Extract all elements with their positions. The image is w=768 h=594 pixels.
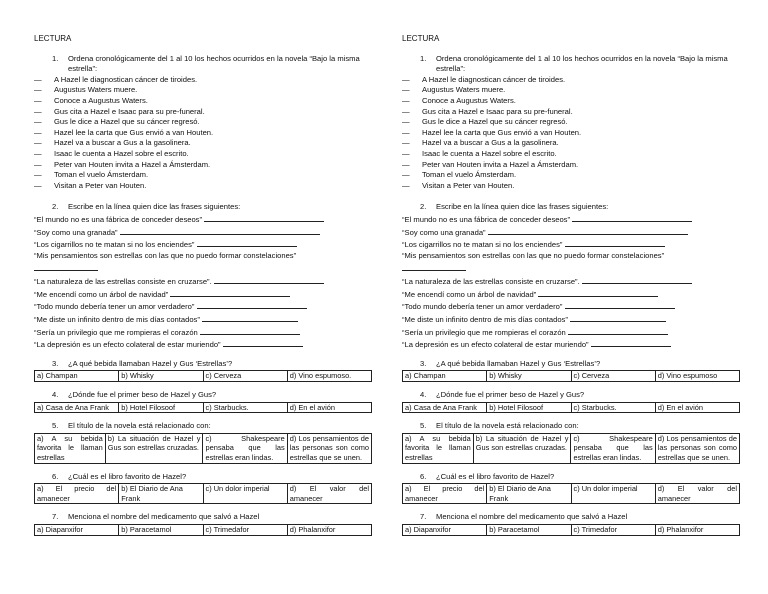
event-item: — Isaac le cuenta a Hazel sobre el escrito. xyxy=(402,148,557,158)
question-7-header xyxy=(420,512,740,523)
answer-blank[interactable]: — xyxy=(34,148,42,158)
quote-line: “Sería un privilegio que me rompieras el corazón xyxy=(402,326,740,339)
quote-line: “Los cigarrillos no te matan si no los enciendes” xyxy=(34,238,372,251)
answer-blank[interactable]: — xyxy=(402,138,410,148)
question-text: ¿Dónde fue el primer beso de Hazel y Gus? xyxy=(436,390,585,400)
answer-blank[interactable]: — xyxy=(34,170,42,180)
answer-blank[interactable]: — xyxy=(34,106,42,116)
answer-blank[interactable]: — xyxy=(34,85,42,95)
quote-line: “Los cigarrillos no te matan si no los enciendes” xyxy=(402,238,740,251)
question-text: El título de la novela está relacionado con: xyxy=(436,421,579,431)
answer-line[interactable] xyxy=(591,338,671,347)
event-item: — Augustus Waters muere. xyxy=(34,85,138,95)
event-item: — Conoce a Augustus Waters. xyxy=(402,95,516,105)
answer-blank[interactable]: — xyxy=(402,180,410,190)
question-text: Escribe en la línea quien dice las frases siguientes: xyxy=(68,202,241,212)
event-item: — Peter van Houten invita a Hazel a Ámsterdam. xyxy=(34,159,211,169)
option-c[interactable]: c) Trimedafor xyxy=(203,524,287,535)
options-table-q7 xyxy=(34,524,372,536)
option-a[interactable]: a) A su bebida favorita le llaman estrellas xyxy=(403,433,474,463)
event-item: — Visitan a Peter van Houten. xyxy=(402,180,515,190)
quote-list-a xyxy=(34,213,372,271)
event-item: — Visitan a Peter van Houten. xyxy=(34,180,147,190)
question-number: 4. xyxy=(420,390,427,400)
answer-blank[interactable]: — xyxy=(402,74,410,84)
answer-line[interactable] xyxy=(565,300,675,309)
answer-blank[interactable]: — xyxy=(34,127,42,137)
question-5-header xyxy=(420,421,740,432)
question-number: 2. xyxy=(52,202,59,212)
options-table-q3 xyxy=(402,370,740,382)
question-3-header xyxy=(420,359,740,370)
answer-line[interactable] xyxy=(402,261,466,271)
event-item: — Hazel va a buscar a Gus a la gasolinera. xyxy=(34,138,191,148)
option-d[interactable]: d) En el avión xyxy=(655,402,739,413)
question-3-header xyxy=(52,359,372,370)
option-c[interactable]: c) Cerveza xyxy=(203,371,287,382)
event-item: — Gus le dice a Hazel que su cáncer regresó. xyxy=(34,117,200,127)
event-item: — A Hazel le diagnostican cáncer de tiroides. xyxy=(402,74,566,84)
options-table-q6 xyxy=(34,483,372,504)
quote-line: “El mundo no es una fábrica de conceder deseos” xyxy=(34,213,372,226)
options-table-q5 xyxy=(34,433,372,464)
question-text: Escribe en la línea quien dice las frases siguientes: xyxy=(436,202,609,212)
options-table-q3 xyxy=(34,370,372,382)
quote-line: “Todo mundo debería tener un amor verdadero” xyxy=(402,300,740,313)
answer-blank[interactable]: — xyxy=(402,95,410,105)
answer-line[interactable] xyxy=(197,238,297,247)
question-number: 2. xyxy=(420,202,427,212)
option-b[interactable]: b) La situación de Hazel y Gus son estrellas cruzadas. xyxy=(473,433,571,463)
answer-line[interactable] xyxy=(582,275,692,284)
event-item: — Augustus Waters muere. xyxy=(402,85,506,95)
answer-blank[interactable]: — xyxy=(402,148,410,158)
answer-line[interactable] xyxy=(570,313,666,322)
question-text: ¿Dónde fue el primer beso de Hazel y Gus? xyxy=(68,390,217,400)
answer-blank[interactable]: — xyxy=(34,117,42,127)
event-list xyxy=(402,75,740,192)
option-a[interactable]: a) Champan xyxy=(35,371,119,382)
answer-line[interactable] xyxy=(204,213,324,222)
event-item: — Toman el vuelo Ámsterdam. xyxy=(34,170,149,180)
question-text: ¿A qué bebida llamaban Hazel y Gus ‘Estrellas’? xyxy=(68,358,233,368)
worksheet-left xyxy=(34,34,372,536)
answer-blank[interactable]: — xyxy=(402,106,410,116)
options-table-q5 xyxy=(402,433,740,464)
options-table-q7 xyxy=(402,524,740,536)
option-b[interactable]: b) Hotel Filosoof xyxy=(119,402,203,413)
event-item: — Gus le dice a Hazel que su cáncer regresó. xyxy=(402,117,568,127)
question-text: El título de la novela está relacionado con: xyxy=(68,421,211,431)
option-d[interactable]: d) Vino espumoso xyxy=(655,371,739,382)
answer-line[interactable] xyxy=(120,226,320,235)
answer-line[interactable] xyxy=(572,213,692,222)
option-c[interactable]: c) Starbucks. xyxy=(203,402,287,413)
answer-blank[interactable]: — xyxy=(34,159,42,169)
question-6-header xyxy=(52,472,372,483)
option-a[interactable]: a) Diapanxifor xyxy=(403,524,487,535)
option-c[interactable]: c) Cerveza xyxy=(571,371,655,382)
question-6-header xyxy=(420,472,740,483)
answer-line[interactable] xyxy=(34,261,98,271)
question-number: 7. xyxy=(420,512,427,522)
quote-line: “Mis pensamientos son estrellas con las que no puedo formar constelaciones” xyxy=(34,250,297,260)
answer-line[interactable] xyxy=(202,313,298,322)
options-table-q6 xyxy=(402,483,740,504)
answer-line[interactable] xyxy=(197,300,307,309)
option-c[interactable]: c) Trimedafor xyxy=(571,524,655,535)
option-b[interactable]: b) Whisky xyxy=(119,371,203,382)
answer-blank[interactable]: — xyxy=(34,74,42,84)
option-d[interactable]: d) Los pensamientos de las personas son como estrellas que se unen. xyxy=(287,433,371,463)
option-c[interactable]: c) Starbucks. xyxy=(571,402,655,413)
quote-line: “Soy como una granada” xyxy=(34,226,372,239)
quote-line: “La naturaleza de las estrellas consiste en cruzarse”. xyxy=(402,275,740,288)
option-b[interactable]: b) La situación de Hazel y Gus son estrellas cruzadas. xyxy=(105,433,203,463)
worksheet-title: LECTURA xyxy=(402,34,440,43)
option-a[interactable]: a) Casa de Ana Frank xyxy=(35,402,119,413)
question-number: 5. xyxy=(52,421,59,431)
option-a[interactable]: a) Diapanxifor xyxy=(35,524,119,535)
question-text: Ordena cronológicamente del 1 al 10 los hechos ocurridos en la novela “Bajo la misma estrella”: xyxy=(436,53,728,74)
question-text: Menciona el nombre del medicamento que salvó a Hazel xyxy=(68,512,260,522)
worksheet-title: LECTURA xyxy=(34,34,72,43)
option-b[interactable]: b) El Diario de Ana Frank xyxy=(119,484,203,504)
event-item: — A Hazel le diagnostican cáncer de tiroides. xyxy=(34,74,198,84)
answer-blank[interactable]: — xyxy=(402,85,410,95)
event-item: — Gus cita a Hazel e Isaac para su pre-funeral. xyxy=(402,106,573,116)
question-number: 3. xyxy=(420,358,427,368)
option-d[interactable]: d) El valor del amanecer xyxy=(287,484,371,504)
option-a[interactable]: a) El precio del amanecer xyxy=(403,484,487,504)
quote-line: “La depresión es un efecto colateral de estar muriendo” xyxy=(34,338,372,351)
answer-blank[interactable]: — xyxy=(402,170,410,180)
answer-line[interactable] xyxy=(170,288,290,297)
option-b[interactable]: b) El Diario de Ana Frank xyxy=(487,484,571,504)
option-a[interactable]: a) Champan xyxy=(403,371,487,382)
event-item: — Hazel lee la carta que Gus envió a van Houten. xyxy=(34,127,214,137)
event-item: — Toman el vuelo Ámsterdam. xyxy=(402,170,517,180)
option-d[interactable]: d) Vino espumoso. xyxy=(287,371,371,382)
question-1-header xyxy=(420,54,740,75)
question-number: 7. xyxy=(52,512,59,522)
answer-blank[interactable]: — xyxy=(34,180,42,190)
answer-line[interactable] xyxy=(538,288,658,297)
quote-line: “Soy como una granada” xyxy=(402,226,740,239)
event-item: — Hazel va a buscar a Gus a la gasolinera. xyxy=(402,138,559,148)
worksheet-right xyxy=(402,34,740,536)
option-b[interactable]: b) Paracetamol xyxy=(119,524,203,535)
quote-line: “Me encendí como un árbol de navidad” xyxy=(34,288,372,301)
option-b[interactable]: b) Whisky xyxy=(487,371,571,382)
question-text: ¿A qué bebida llamaban Hazel y Gus ‘Estrellas’? xyxy=(436,358,601,368)
option-a[interactable]: a) A su bebida favorita le llaman estrellas xyxy=(35,433,106,463)
quote-line: “Mis pensamientos son estrellas con las que no puedo formar constelaciones” xyxy=(402,250,665,260)
answer-blank[interactable]: — xyxy=(402,159,410,169)
quote-line: “Todo mundo debería tener un amor verdadero” xyxy=(34,300,372,313)
option-d[interactable]: d) Phalanxifor xyxy=(655,524,739,535)
options-table-q4 xyxy=(34,402,372,414)
answer-blank[interactable]: — xyxy=(402,117,410,127)
event-item: — Hazel lee la carta que Gus envió a van Houten. xyxy=(402,127,582,137)
options-table-q4 xyxy=(402,402,740,414)
question-text: Menciona el nombre del medicamento que salvó a Hazel xyxy=(436,512,628,522)
question-number: 6. xyxy=(52,471,59,481)
option-d[interactable]: d) En el avión xyxy=(287,402,371,413)
question-number: 6. xyxy=(420,471,427,481)
quote-line: “El mundo no es una fábrica de conceder deseos” xyxy=(402,213,740,226)
answer-line[interactable] xyxy=(200,326,300,335)
quote-line: “Me encendí como un árbol de navidad” xyxy=(402,288,740,301)
question-5-header xyxy=(52,421,372,432)
question-4-header xyxy=(420,390,740,401)
event-item: — Peter van Houten invita a Hazel a Ámsterdam. xyxy=(402,159,579,169)
question-2-header xyxy=(52,202,372,213)
question-4-header xyxy=(52,390,372,401)
option-a[interactable]: a) Casa de Ana Frank xyxy=(403,402,487,413)
option-b[interactable]: b) Hotel Filosoof xyxy=(487,402,571,413)
option-d[interactable]: d) Phalanxifor xyxy=(287,524,371,535)
quote-line: “La naturaleza de las estrellas consiste en cruzarse”. xyxy=(34,275,372,288)
answer-line[interactable] xyxy=(565,238,665,247)
option-d[interactable]: d) El valor del amanecer xyxy=(655,484,739,504)
option-d[interactable]: d) Los pensamientos de las personas son como estrellas que se unen. xyxy=(655,433,739,463)
question-2-header xyxy=(420,202,740,213)
event-item: — Conoce a Augustus Waters. xyxy=(34,95,148,105)
question-1-header xyxy=(52,54,372,75)
quote-list-b xyxy=(402,275,740,351)
quote-list-a xyxy=(402,213,740,271)
event-item: — Gus cita a Hazel e Isaac para su pre-funeral. xyxy=(34,106,205,116)
quote-line: “Me diste un infinito dentro de mis días contados” xyxy=(34,313,372,326)
answer-blank[interactable]: — xyxy=(402,127,410,137)
quote-line: “La depresión es un efecto colateral de estar muriendo” xyxy=(402,338,740,351)
option-c[interactable]: c) Shakespeare pensaba que las estrellas eran lindas. xyxy=(571,433,655,463)
answer-blank[interactable]: — xyxy=(34,138,42,148)
question-text: ¿Cuál es el libro favorito de Hazel? xyxy=(68,471,187,481)
question-7-header xyxy=(52,512,372,523)
question-number: 3. xyxy=(52,358,59,368)
question-number: 4. xyxy=(52,390,59,400)
answer-line[interactable] xyxy=(488,226,688,235)
event-item: — Isaac le cuenta a Hazel sobre el escrito. xyxy=(34,148,189,158)
quote-line: “Me diste un infinito dentro de mis días contados” xyxy=(402,313,740,326)
quote-list-b xyxy=(34,275,372,351)
question-number: 1. xyxy=(420,53,427,63)
option-c[interactable]: c) Un dolor imperial xyxy=(571,484,655,504)
answer-line[interactable] xyxy=(568,326,668,335)
question-text: ¿Cuál es el libro favorito de Hazel? xyxy=(436,471,555,481)
answer-blank[interactable]: — xyxy=(34,95,42,105)
quote-line: “Sería un privilegio que me rompieras el corazón xyxy=(34,326,372,339)
option-a[interactable]: a) El precio del amanecer xyxy=(35,484,119,504)
question-number: 1. xyxy=(52,53,59,63)
question-text: Ordena cronológicamente del 1 al 10 los hechos ocurridos en la novela “Bajo la misma estrella”: xyxy=(68,53,360,74)
answer-line[interactable] xyxy=(214,275,324,284)
event-list xyxy=(34,75,372,192)
question-number: 5. xyxy=(420,421,427,431)
option-c[interactable]: c) Un dolor imperial xyxy=(203,484,287,504)
option-b[interactable]: b) Paracetamol xyxy=(487,524,571,535)
option-c[interactable]: c) Shakespeare pensaba que las estrellas eran lindas. xyxy=(203,433,287,463)
answer-line[interactable] xyxy=(223,338,303,347)
